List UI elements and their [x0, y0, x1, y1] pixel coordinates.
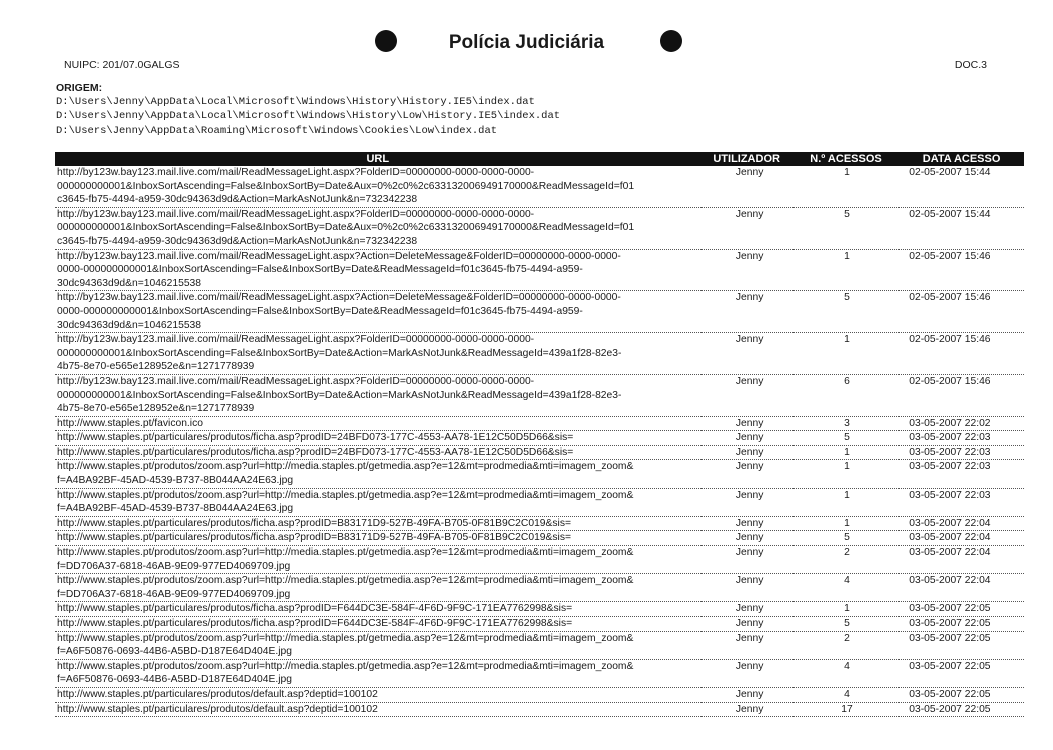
- row-url: http://www.staples.pt/produtos/zoom.asp?url=http://media.staples.pt/getmedia.asp?e=12&mt=prodmedia&mti=imagem_zoom& f=DD706A37-6818-46AB-9E09-977ED4069709.jpg: [55, 546, 701, 574]
- table-row: [55, 291, 1024, 333]
- column-header-date: DATA ACESSO: [899, 152, 1024, 166]
- row-count: 5: [793, 207, 899, 249]
- row-url: http://www.staples.pt/favicon.ico: [55, 416, 701, 431]
- origem-path: D:\Users\Jenny\AppData\Local\Microsoft\Windows\History\Low\History.IE5\index.dat: [56, 110, 561, 123]
- row-user: Jenny: [701, 488, 793, 516]
- row-url: http://www.staples.pt/particulares/produtos/default.asp?deptid=100102: [55, 702, 701, 717]
- row-user: Jenny: [701, 431, 793, 446]
- column-header-url: URL: [55, 152, 701, 166]
- row-date: 02-05-2007 15:46: [899, 249, 1024, 291]
- row-date: 03-05-2007 22:03: [899, 460, 1024, 488]
- row-url: http://www.staples.pt/particulares/produtos/default.asp?deptid=100102: [55, 687, 701, 702]
- row-url: http://www.staples.pt/produtos/zoom.asp?url=http://media.staples.pt/getmedia.asp?e=12&mt=prodmedia&mti=imagem_zoom& f=A6F50876-0693-44B6-A5BD-D187E64D404E.jpg: [55, 631, 701, 659]
- row-date: 03-05-2007 22:03: [899, 445, 1024, 460]
- nuipc-label: NUIPC: 201/07.0GALGS: [64, 59, 180, 71]
- row-date: 03-05-2007 22:05: [899, 631, 1024, 659]
- row-user: Jenny: [701, 207, 793, 249]
- row-date: 03-05-2007 22:02: [899, 416, 1024, 431]
- row-date: 03-05-2007 22:04: [899, 574, 1024, 602]
- row-count: 1: [793, 488, 899, 516]
- table-row: [55, 445, 1024, 460]
- table-row: [55, 333, 1024, 375]
- table-row: [55, 431, 1024, 446]
- row-count: 1: [793, 516, 899, 531]
- table-row: [55, 617, 1024, 632]
- row-user: Jenny: [701, 631, 793, 659]
- row-url: http://www.staples.pt/particulares/produtos/ficha.asp?prodID=B83171D9-527B-49FA-B705-0F81B9C2C019&sis=: [55, 531, 701, 546]
- row-date: 03-05-2007 22:04: [899, 546, 1024, 574]
- row-count: 1: [793, 333, 899, 375]
- column-header-user: UTILIZADOR: [701, 152, 793, 166]
- row-date: 03-05-2007 22:05: [899, 702, 1024, 717]
- row-url: http://by123w.bay123.mail.live.com/mail/ReadMessageLight.aspx?Action=DeleteMessage&FolderID=00000000-0000-0000- 0000-000000000001&InboxSortAscending=False&InboxSortBy=Date&ReadMessageId=f01c3645-fb75-4494-a959- 30dc94363d9d&n=1046215538: [55, 291, 701, 333]
- table-row: [55, 249, 1024, 291]
- row-user: Jenny: [701, 516, 793, 531]
- row-user: Jenny: [701, 687, 793, 702]
- row-user: Jenny: [701, 416, 793, 431]
- row-user: Jenny: [701, 445, 793, 460]
- row-date: 02-05-2007 15:46: [899, 374, 1024, 416]
- row-user: Jenny: [701, 460, 793, 488]
- row-user: Jenny: [701, 531, 793, 546]
- row-user: Jenny: [701, 374, 793, 416]
- table-header-row: [55, 152, 1024, 166]
- table-row: [55, 460, 1024, 488]
- row-count: 1: [793, 460, 899, 488]
- row-count: 6: [793, 374, 899, 416]
- origem-paths: [56, 95, 560, 138]
- row-url: http://by123w.bay123.mail.live.com/mail/ReadMessageLight.aspx?FolderID=00000000-0000-0000-0000- 000000000001&InboxSortAscending=False&InboxSortBy=Date&Action=MarkAsNotJunk&ReadMessageId=439a1f28-82e3- 4b75-8e70-e565e128952e&n=1271778939: [55, 333, 701, 375]
- row-count: 5: [793, 617, 899, 632]
- row-user: Jenny: [701, 166, 793, 207]
- origem-label: ORIGEM:: [56, 82, 103, 94]
- row-url: http://by123w.bay123.mail.live.com/mail/ReadMessageLight.aspx?FolderID=00000000-0000-0000-0000- 000000000001&InboxSortAscending=False&InboxSortBy=Date&Action=MarkAsNotJunk&ReadMessageId=439a1f28-82e3- 4b75-8e70-e565e128952e&n=1271778939: [55, 374, 701, 416]
- row-url: http://www.staples.pt/particulares/produtos/ficha.asp?prodID=24BFD073-177C-4553-AA78-1E12C50D5D66&sis=: [55, 431, 701, 446]
- row-user: Jenny: [701, 546, 793, 574]
- row-date: 02-05-2007 15:46: [899, 333, 1024, 375]
- row-count: 4: [793, 687, 899, 702]
- row-url: http://www.staples.pt/particulares/produtos/ficha.asp?prodID=B83171D9-527B-49FA-B705-0F81B9C2C019&sis=: [55, 516, 701, 531]
- row-date: 03-05-2007 22:03: [899, 488, 1024, 516]
- row-date: 03-05-2007 22:05: [899, 659, 1024, 687]
- row-user: Jenny: [701, 602, 793, 617]
- row-url: http://www.staples.pt/particulares/produtos/ficha.asp?prodID=24BFD073-177C-4553-AA78-1E12C50D5D66&sis=: [55, 445, 701, 460]
- row-date: 02-05-2007 15:44: [899, 166, 1024, 207]
- row-date: 03-05-2007 22:03: [899, 431, 1024, 446]
- row-count: 1: [793, 602, 899, 617]
- row-user: Jenny: [701, 659, 793, 687]
- origem-path: D:\Users\Jenny\AppData\Local\Microsoft\Windows\History\History.IE5\index.dat: [56, 96, 535, 108]
- table-row: [55, 687, 1024, 702]
- row-user: Jenny: [701, 249, 793, 291]
- origem-path: D:\Users\Jenny\AppData\Roaming\Microsoft\Windows\Cookies\Low\index.dat: [56, 124, 498, 137]
- row-date: 03-05-2007 22:05: [899, 687, 1024, 702]
- row-user: Jenny: [701, 333, 793, 375]
- row-count: 1: [793, 249, 899, 291]
- row-count: 2: [793, 631, 899, 659]
- row-user: Jenny: [701, 291, 793, 333]
- row-user: Jenny: [701, 702, 793, 717]
- table-row: [55, 488, 1024, 516]
- row-count: 17: [793, 702, 899, 717]
- row-count: 1: [793, 166, 899, 207]
- table-row: [55, 574, 1024, 602]
- row-count: 4: [793, 659, 899, 687]
- row-count: 2: [793, 546, 899, 574]
- row-date: 03-05-2007 22:04: [899, 516, 1024, 531]
- row-date: 03-05-2007 22:05: [899, 602, 1024, 617]
- row-url: http://www.staples.pt/particulares/produtos/ficha.asp?prodID=F644DC3E-584F-4F6D-9F9C-171EA7762998&sis=: [55, 602, 701, 617]
- access-history-table: [55, 152, 1024, 717]
- row-count: 1: [793, 445, 899, 460]
- row-user: Jenny: [701, 617, 793, 632]
- row-url: http://www.staples.pt/produtos/zoom.asp?url=http://media.staples.pt/getmedia.asp?e=12&mt=prodmedia&mti=imagem_zoom& f=A4BA92BF-45AD-4539-B737-8B044AA24E63.jpg: [55, 460, 701, 488]
- row-url: http://by123w.bay123.mail.live.com/mail/ReadMessageLight.aspx?Action=DeleteMessage&FolderID=00000000-0000-0000- 0000-000000000001&InboxSortAscending=False&InboxSortBy=Date&ReadMessageId=f01c3645-fb75-4494-a959- 30dc94363d9d&n=1046215538: [55, 249, 701, 291]
- row-url: http://www.staples.pt/produtos/zoom.asp?url=http://media.staples.pt/getmedia.asp?e=12&mt=prodmedia&mti=imagem_zoom& f=A4BA92BF-45AD-4539-B737-8B044AA24E63.jpg: [55, 488, 701, 516]
- row-date: 03-05-2007 22:04: [899, 531, 1024, 546]
- table-row: [55, 516, 1024, 531]
- row-date: 03-05-2007 22:05: [899, 617, 1024, 632]
- column-header-count: N.º ACESSOS: [793, 152, 899, 166]
- table-row: [55, 531, 1024, 546]
- table-row: [55, 207, 1024, 249]
- row-count: 5: [793, 431, 899, 446]
- table-row: [55, 659, 1024, 687]
- table-row: [55, 702, 1024, 717]
- page-title: Polícia Judiciária: [448, 32, 605, 53]
- row-url: http://by123w.bay123.mail.live.com/mail/ReadMessageLight.aspx?FolderID=00000000-0000-0000-0000- 000000000001&InboxSortAscending=False&InboxSortBy=Date&Aux=0%2c0%2c633132006949170000&ReadMessageId=f01 c3645-fb75-4494-a959-30dc94363d9d&Action=MarkAsNotJunk&n=732342238: [55, 207, 701, 249]
- row-count: 3: [793, 416, 899, 431]
- table-row: [55, 374, 1024, 416]
- row-user: Jenny: [701, 574, 793, 602]
- table-row: [55, 546, 1024, 574]
- table-row: [55, 416, 1024, 431]
- row-url: http://www.staples.pt/particulares/produtos/ficha.asp?prodID=F644DC3E-584F-4F6D-9F9C-171EA7762998&sis=: [55, 617, 701, 632]
- row-date: 02-05-2007 15:46: [899, 291, 1024, 333]
- row-url: http://www.staples.pt/produtos/zoom.asp?url=http://media.staples.pt/getmedia.asp?e=12&mt=prodmedia&mti=imagem_zoom& f=DD706A37-6818-46AB-9E09-977ED4069709.jpg: [55, 574, 701, 602]
- doc-number: DOC.3: [954, 59, 987, 71]
- row-date: 02-05-2007 15:44: [899, 207, 1024, 249]
- row-count: 5: [793, 531, 899, 546]
- row-url: http://by123w.bay123.mail.live.com/mail/ReadMessageLight.aspx?FolderID=00000000-0000-0000-0000- 000000000001&InboxSortAscending=False&InboxSortBy=Date&Aux=0%2c0%2c633132006949170000&ReadMessageId=f01 c3645-fb75-4494-a959-30dc94363d9d&Action=MarkAsNotJunk&n=732342238: [55, 166, 701, 207]
- row-count: 4: [793, 574, 899, 602]
- table-row: [55, 602, 1024, 617]
- table-row: [55, 166, 1024, 207]
- row-count: 5: [793, 291, 899, 333]
- row-url: http://www.staples.pt/produtos/zoom.asp?url=http://media.staples.pt/getmedia.asp?e=12&mt=prodmedia&mti=imagem_zoom& f=A6F50876-0693-44B6-A5BD-D187E64D404E.jpg: [55, 659, 701, 687]
- table-row: [55, 631, 1024, 659]
